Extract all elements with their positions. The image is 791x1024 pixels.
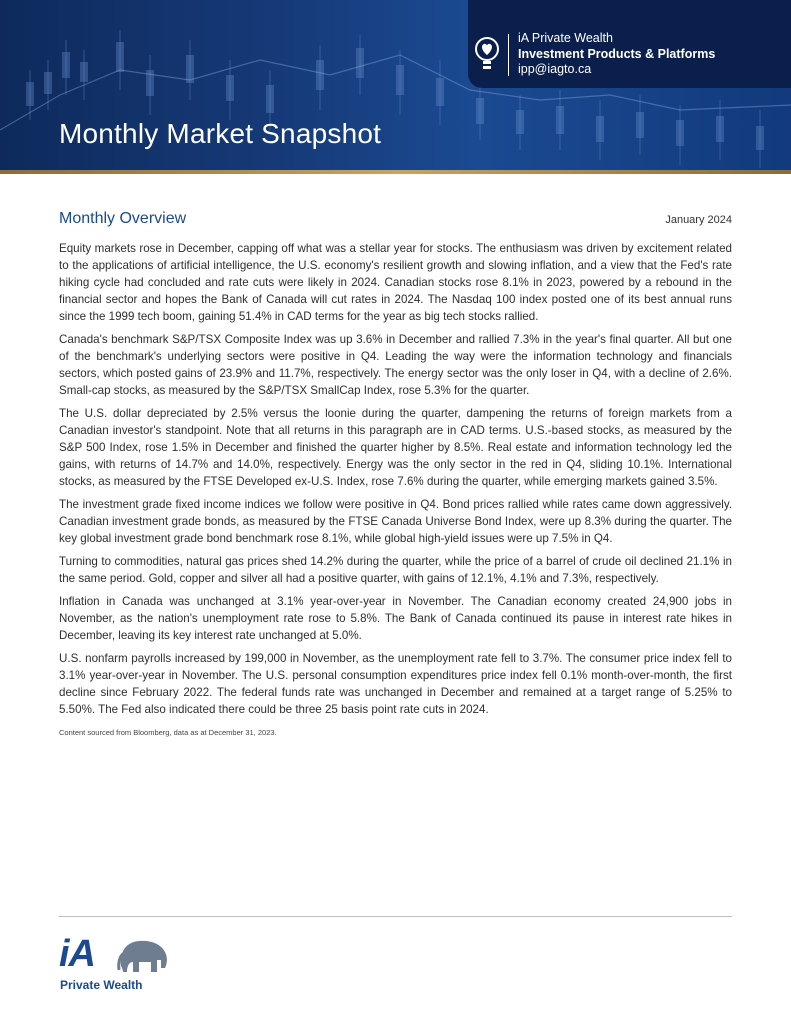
paragraph: U.S. nonfarm payrolls increased by 199,000 in November, as the unemployment rate fell to 3.7%. The consumer price index fell to 3.1% year-over-year in November. The U.S. personal consumption expenditures price index fell 0.1% month-over-month, the first decline since February 2022. The federal funds rate was unchanged in December and remained at a target range of 5.25% to 5.50%. The Fed also indicated there could be three 25 basis point rate cuts in 2024. bbox=[59, 652, 732, 716]
contact-info bbox=[518, 31, 715, 78]
source-footnote: Content sourced from Bloomberg, data as at December 31, 2023. bbox=[59, 728, 277, 737]
contact-email[interactable]: ipp@iagto.ca bbox=[518, 62, 592, 76]
overview-content bbox=[59, 240, 732, 741]
company-name: iA Private Wealth bbox=[518, 31, 613, 45]
paragraph: The U.S. dollar depreciated by 2.5% versus the loonie during the quarter, dampening the returns of foreign markets from a Canadian investor's standpoint. Note that all returns in this paragraph are in CAD terms. U.S.-based stocks, as measured by the S&P 500 Index, rose 1.5% in December and finished the quarter higher by 8.5%. Real estate and information technology led the gains, with returns of 14.7% and 14.0%, respectively. Energy was the only sector in the red in Q4, sliding 10.1%. International stocks, as measured by the FTSE Developed ex-U.S. Index, rose 7.6% during the quarter, while emerging markets gained 3.5%. bbox=[59, 407, 732, 488]
report-date: January 2024 bbox=[665, 214, 732, 226]
gold-divider bbox=[0, 170, 791, 174]
paragraph: Equity markets rose in December, capping off what was a stellar year for stocks. The enthusiasm was driven by excitement related to the applications of artificial intelligence, the U.S. economy's resilient growth and slowing inflation, and a view that the Fed's rate hiking cycle had concluded and rate cuts were likely in 2024. Canadian stocks rose 8.1% in 2023, powered by a rebound in the financial sector and hopes the Bank of Canada will cut rates in 2024. The Nasdaq 100 index posted one of its best annual runs since the 1999 tech boom, gaining 51.4% in CAD terms for the year as big tech stocks rallied. bbox=[59, 242, 732, 323]
paragraph: The investment grade fixed income indices we follow were positive in Q4. Bond prices rallied while rates came down aggressively. Canadian investment grade bonds, as measured by the FTSE Canada Universe Bond Index, were up 8.3% during the quarter. The key global investment grade bond benchmark rose 8.1%, while global high-yield issues were up 7.5% in Q4. bbox=[59, 498, 732, 545]
paragraph: Inflation in Canada was unchanged at 3.1% year-over-year in November. The Canadian economy created 24,900 jobs in November, as the nation's unemployment rate rose to 5.8%. The Bank of Canada continued its pause in interest rate hikes in December, leaving its key interest rate unchanged at 5.0%. bbox=[59, 595, 732, 642]
page-title: Monthly Market Snapshot bbox=[59, 118, 382, 149]
section-title: Monthly Overview bbox=[59, 210, 187, 227]
lightbulb-heart-icon bbox=[474, 36, 500, 72]
footer-divider bbox=[59, 916, 732, 917]
department-name: Investment Products & Platforms bbox=[518, 46, 716, 61]
contact-divider bbox=[508, 34, 509, 76]
elephant-icon bbox=[115, 936, 171, 976]
paragraph: Turning to commodities, natural gas prices shed 14.2% during the quarter, while the price of a barrel of crude oil declined 21.1% in the same period. Gold, copper and silver all had a positive quarter, with gains of 12.1%, 4.1% and 7.3%, respectively. bbox=[59, 555, 732, 585]
brand-subtitle: Private Wealth bbox=[60, 978, 143, 992]
brand-mark: iA bbox=[59, 933, 95, 975]
paragraph: Canada's benchmark S&P/TSX Composite Index was up 3.6% in December and rallied 7.3% in the year's final quarter. All but one of the benchmark's underlying sectors were positive in Q4. Leading the way were the information technology and financials sectors, which posted gains of 23.9% and 11.7%, respectively. The energy sector was the only loser in Q4, with a decline of 2.6%. Small-cap stocks, as measured by the S&P/TSX SmallCap Index, rose 5.3% for the quarter. bbox=[59, 333, 732, 397]
